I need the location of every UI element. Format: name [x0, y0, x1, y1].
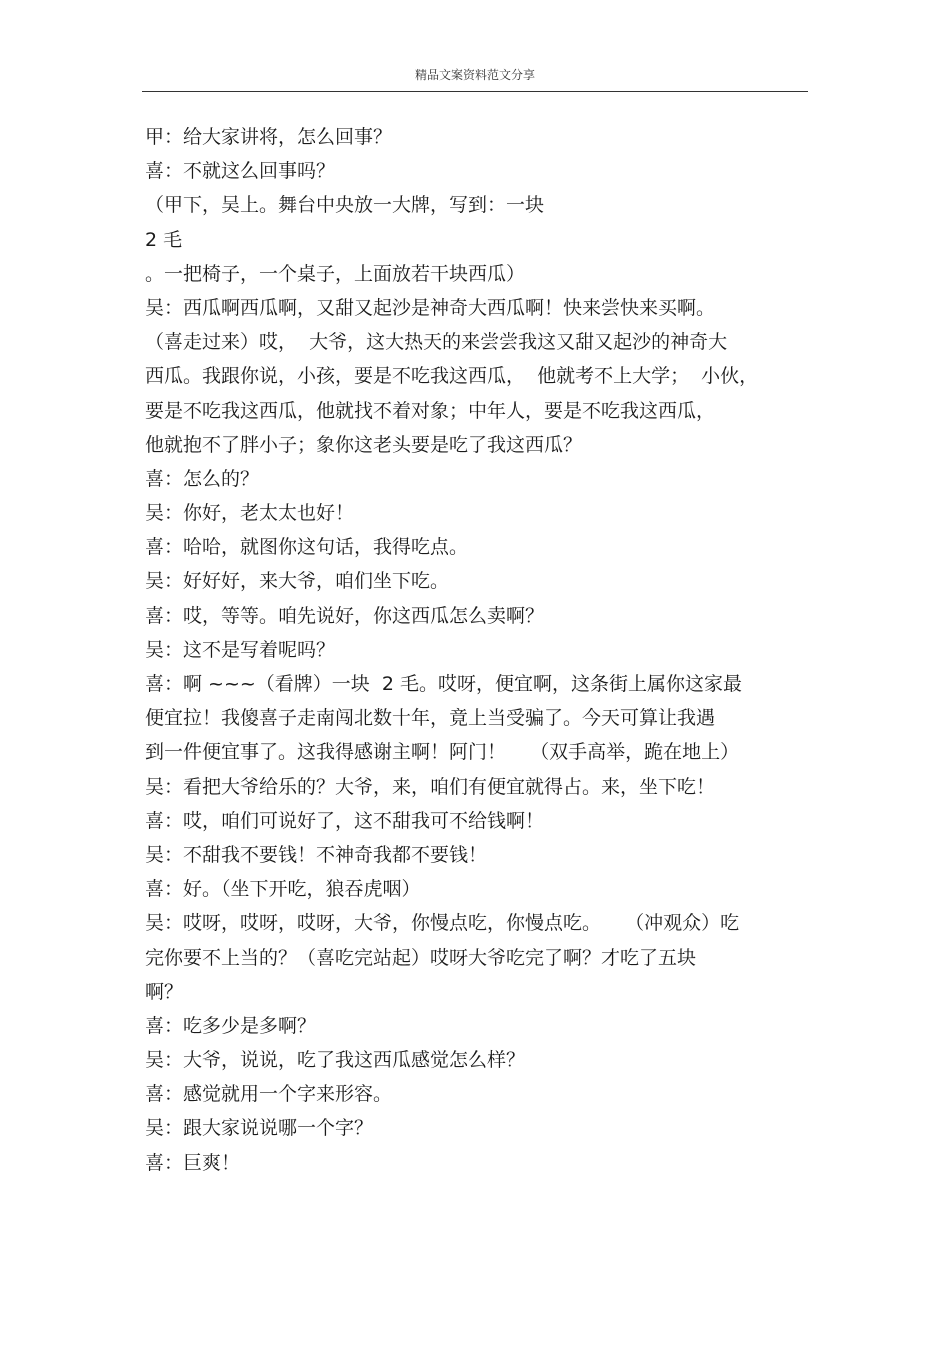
text-line: 喜：不就这么回事吗？ [145, 160, 336, 183]
text-line: 喜：巨爽！ [145, 1151, 241, 1174]
text-line: 。一把椅子，一个桌子，上面放若干块西瓜） [145, 262, 526, 285]
text-line: 喜：哈哈，就图你这句话，我得吃点。 [145, 536, 469, 559]
text-line: 喜：怎么的？ [145, 467, 260, 490]
text-line: 甲：给大家讲将，怎么回事？ [145, 126, 393, 148]
page-header: 精品文案资料范文分享 [414, 68, 535, 82]
text-line: 2 毛 [145, 228, 183, 251]
text-line: 到一件便宜事了。这我得感谢主啊！阿门！ （双手高举，跪在地上） [145, 741, 740, 764]
text-line: 喜：好。（坐下开吃，狼吞虎咽） [145, 878, 421, 901]
text-line: 啊？ [145, 980, 184, 1003]
text-line: 吴：好好好，来大爷，咱们坐下吃。 [145, 570, 450, 593]
text-line: 吴：西瓜啊西瓜啊，又甜又起沙是神奇大西瓜啊！快来尝快来买啊。 [145, 296, 716, 319]
script-body [145, 120, 805, 1180]
text-line: 吴：跟大家说说哪一个字？ [145, 1117, 374, 1140]
text-line: 他就抱不了胖小子；象你这老头要是吃了我这西瓜？ [145, 433, 583, 456]
text-line: 喜：感觉就用一个字来形容。 [145, 1083, 393, 1106]
text-line: 吴：看把大爷给乐的？大爷，来，咱们有便宜就得占。来，坐下吃！ [145, 775, 716, 798]
text-line: 吴：不甜我不要钱！不神奇我都不要钱！ [145, 843, 488, 866]
text-line: 喜：哎，咱们可说好了，这不甜我可不给钱啊！ [145, 809, 545, 832]
text-line: 吴：你好，老太太也好！ [145, 502, 355, 525]
text-line: 便宜拉！我傻喜子走南闯北数十年，竟上当受骗了。今天可算让我遇 [145, 707, 716, 730]
header-divider [142, 91, 808, 92]
text-line: 吴：大爷，说说，吃了我这西瓜感觉怎么样？ [145, 1049, 526, 1072]
text-line: 完你要不上当的？（喜吃完站起）哎呀大爷吃完了啊？才吃了五块 [145, 946, 697, 969]
text-line: （甲下，吴上。舞台中央放一大牌，写到：一块 [145, 194, 545, 217]
text-line: 要是不吃我这西瓜，他就找不着对象；中年人，要是不吃我这西瓜， [145, 399, 716, 422]
text-line: 喜：哎，等等。咱先说好，你这西瓜怎么卖啊？ [145, 604, 545, 627]
text-line: （喜走过来）哎， 大爷，这大热天的来尝尝我这又甜又起沙的神奇大 [145, 331, 728, 354]
text-line: 喜：啊 ~~~（看牌）一块 2 毛。哎呀，便宜啊，这条街上属你这家最 [145, 673, 743, 695]
text-line: 喜：吃多少是多啊？ [145, 1014, 317, 1037]
text-line: 吴：哎呀，哎呀，哎呀，大爷，你慢点吃，你慢点吃。 （冲观众）吃 [145, 912, 740, 935]
text-line: 西瓜。我跟你说，小孩，要是不吃我这西瓜， 他就考不上大学； 小伙， [145, 365, 759, 388]
text-line: 吴：这不是写着呢吗？ [145, 638, 336, 661]
